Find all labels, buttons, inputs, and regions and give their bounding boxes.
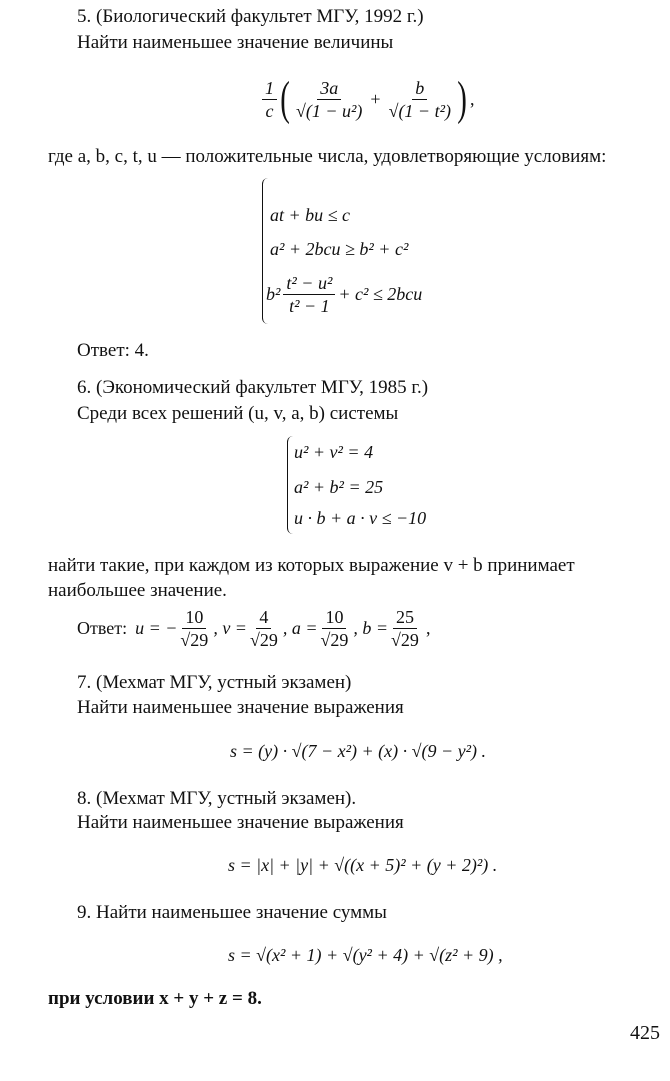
problem-5-formula: $\frac{1}{c}$ ( $\frac{3a}{\text{√(1 − u²)}}$ + $\frac{b}{\text{√(1 − t²)}}$ ) , — [262, 64, 474, 134]
problem-6-find-line-2: наибольшее значение. — [48, 580, 227, 601]
page-number: 425 — [630, 1022, 660, 1044]
p6-system-line-1: u² + v² = 4 — [294, 442, 374, 462]
problem-6-answer: Ответ: u = − $\frac{10}{√29}$ , v = $\frac{4}{√29}$ , a = $\frac{10}{√29}$ , b = $\frac{25}{√29}$ , — [77, 606, 431, 650]
problem-5-heading: 5. (Биологический факультет МГУ, 1992 г.) — [77, 6, 424, 27]
problem-6-find-line-1: найти такие, при каждом из которых выражение v + b принимает — [48, 555, 575, 576]
problem-9-heading: 9. Найти наименьшее значение суммы — [77, 902, 387, 923]
p6-system-line-2: a² + b² = 25 — [294, 477, 384, 497]
problem-8-formula: s = |x| + |y| + √((x + 5)² + (y + 2)²) . — [228, 855, 498, 875]
problem-8-task: Найти наименьшее значение выражения — [77, 812, 404, 833]
problem-8-heading: 8. (Мехмат МГУ, устный экзамен). — [77, 788, 357, 809]
system-brace — [287, 436, 294, 534]
p6-system-line-3: u · b + a · v ≤ −10 — [294, 508, 427, 528]
p5-system-line-3: b² $\frac{\text{t² − u²}}{\text{t² − 1}}$ + c² ≤ 2bcu — [266, 273, 423, 316]
problem-6-task: Среди всех решений (u, v, a, b) системы — [77, 403, 399, 424]
problem-5-task: Найти наименьшее значение величины — [77, 32, 394, 53]
problem-7-heading: 7. (Мехмат МГУ, устный экзамен) — [77, 672, 352, 693]
problem-9-formula: s = √(x² + 1) + √(y² + 4) + √(z² + 9) , — [228, 945, 503, 965]
problem-6-heading: 6. (Экономический факультет МГУ, 1985 г.) — [77, 377, 429, 398]
problem-5-where: где a, b, c, t, u — положительные числа, удовлетворяющие условиям: — [48, 146, 607, 167]
p5-system-line-2: a² + 2bcu ≥ b² + c² — [270, 239, 409, 259]
problem-7-task: Найти наименьшее значение выражения — [77, 697, 404, 718]
problem-7-formula: s = (y) · √(7 − x²) + (x) · √(9 − y²) . — [230, 741, 487, 761]
problem-9-condition: при условии x + y + z = 8. — [48, 988, 262, 1009]
p5-system-line-1: at + bu ≤ c — [270, 205, 351, 225]
problem-5-answer: Ответ: 4. — [77, 340, 149, 361]
